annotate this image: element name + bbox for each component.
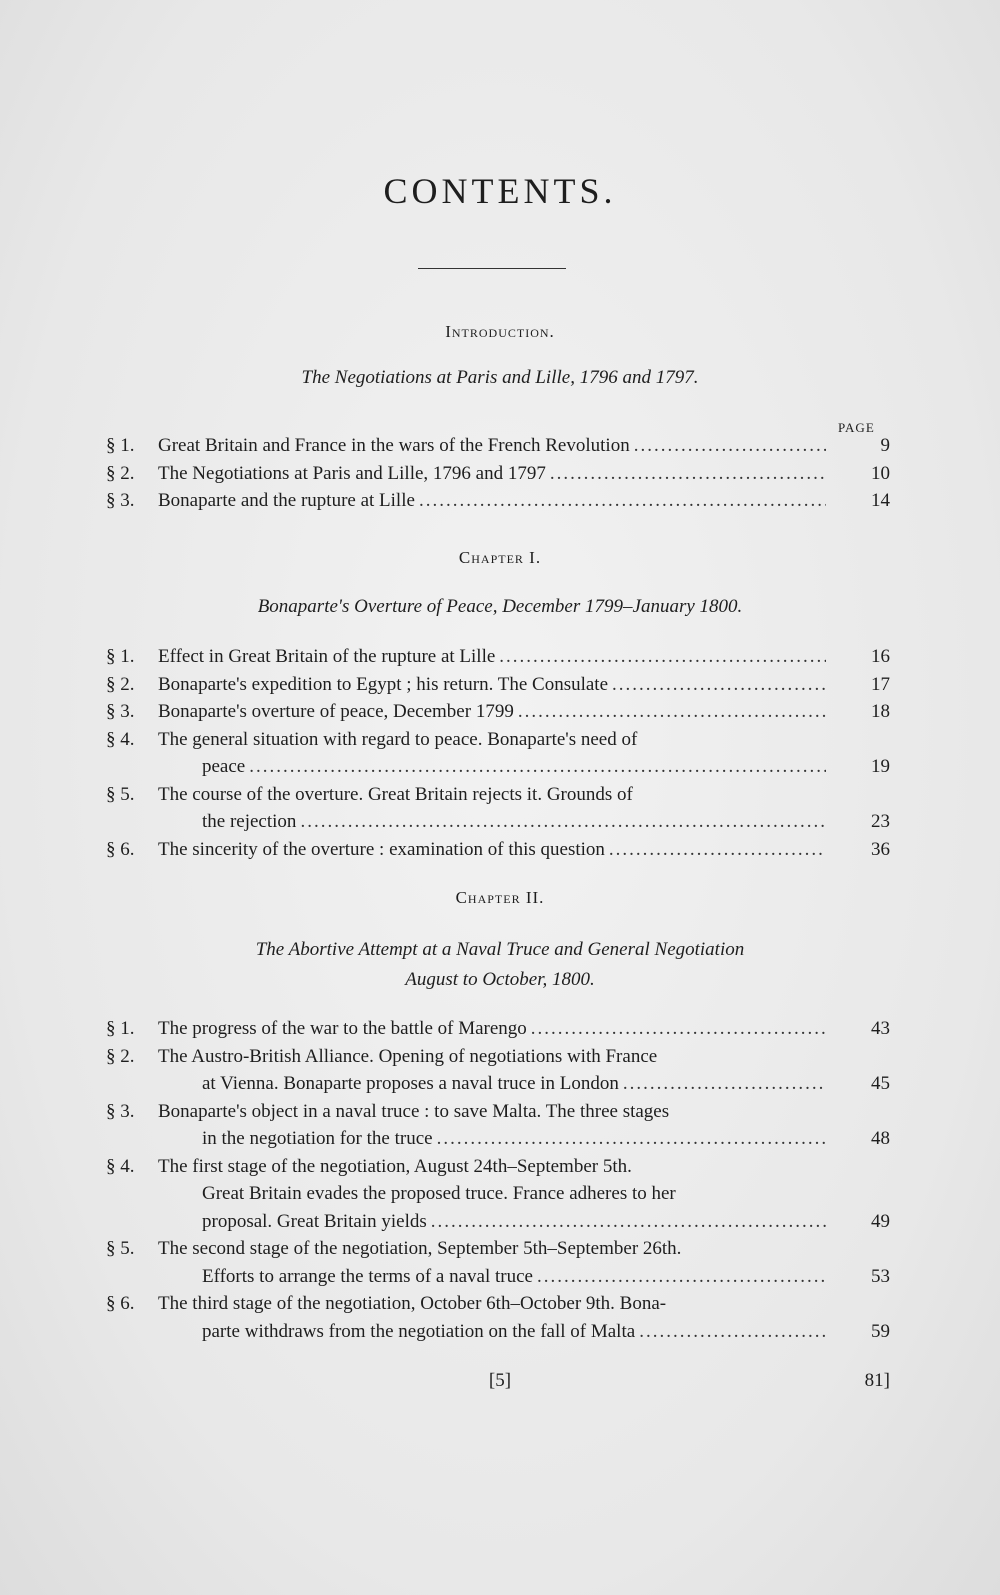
toc-entry bbox=[100, 671, 890, 699]
chapter2-subtitle-line2: August to October, 1800. bbox=[405, 969, 595, 990]
entry-text: The Negotiations at Paris and Lille, 1796 and 1797 bbox=[158, 462, 546, 484]
dot-leader bbox=[531, 1015, 826, 1043]
toc-entry bbox=[100, 432, 890, 460]
section-number: § 6. bbox=[106, 1293, 135, 1314]
toc-entry bbox=[100, 1290, 890, 1345]
entry-text: Great Britain and France in the wars of the French Revolution bbox=[158, 435, 630, 456]
entry-text: Bonaparte and the rupture at Lille bbox=[158, 490, 415, 511]
toc-entry bbox=[100, 726, 890, 781]
page-number: 43 bbox=[871, 1018, 890, 1039]
chapter2-heading: Chapter II. bbox=[455, 888, 545, 907]
entry-text: The Austro-British Alliance. Opening of negotiations with France bbox=[158, 1045, 658, 1067]
toc-entry bbox=[100, 487, 890, 515]
page-number: 17 bbox=[871, 673, 890, 695]
section-number: § 6. bbox=[106, 838, 135, 860]
page-number: 49 bbox=[871, 1210, 890, 1232]
dot-leader bbox=[639, 1318, 826, 1346]
page-number: 48 bbox=[871, 1128, 890, 1149]
dot-leader bbox=[431, 1208, 826, 1236]
page-number: 16 bbox=[871, 646, 890, 667]
entry-text: Bonaparte's expedition to Egypt ; his return. The Consulate bbox=[158, 673, 609, 695]
toc-entry bbox=[100, 1153, 890, 1236]
toc-entry bbox=[100, 460, 890, 488]
section-number: § 4. bbox=[106, 728, 135, 750]
section-number: § 2. bbox=[106, 673, 135, 695]
dot-leader bbox=[612, 671, 826, 699]
title-rule bbox=[418, 268, 566, 269]
dot-leader bbox=[623, 1070, 826, 1098]
entry-text: The second stage of the negotiation, September 5th–September 26th. bbox=[158, 1238, 682, 1259]
signature-mark: 81] bbox=[864, 1370, 890, 1391]
entry-text: Bonaparte's overture of peace, December 1799 bbox=[158, 701, 514, 722]
toc-entry bbox=[100, 1043, 890, 1098]
section-number: § 2. bbox=[106, 462, 135, 484]
dot-leader bbox=[437, 1125, 826, 1153]
entry-text: The general situation with regard to peace. Bonaparte's need of bbox=[158, 728, 638, 750]
page-number: 18 bbox=[871, 701, 890, 722]
page-number: 45 bbox=[871, 1073, 890, 1094]
toc-entry bbox=[100, 781, 890, 836]
entry-text: Effect in Great Britain of the rupture at Lille bbox=[158, 646, 496, 667]
entry-text: Efforts to arrange the terms of a naval truce bbox=[202, 1265, 533, 1287]
chapter2-entries bbox=[100, 1015, 890, 1345]
introduction-heading: Introduction. bbox=[445, 322, 555, 341]
entry-text: peace bbox=[202, 756, 246, 777]
chapter1-entries bbox=[100, 643, 890, 863]
dot-leader bbox=[249, 753, 826, 781]
entry-text: proposal. Great Britain yields bbox=[202, 1210, 427, 1232]
entry-text: The course of the overture. Great Britain rejects it. Grounds of bbox=[158, 783, 633, 805]
introduction-subtitle: The Negotiations at Paris and Lille, 1796 and 1797. bbox=[301, 367, 699, 388]
toc-entry bbox=[100, 1235, 890, 1290]
toc-entry bbox=[100, 643, 890, 671]
entry-text: The third stage of the negotiation, October 6th–October 9th. Bona- bbox=[158, 1293, 667, 1314]
toc-entry bbox=[100, 836, 890, 864]
page-number: 23 bbox=[871, 811, 890, 832]
page-number: 59 bbox=[871, 1320, 890, 1342]
page-number: 10 bbox=[871, 462, 890, 484]
section-number: § 1. bbox=[106, 646, 135, 667]
chapter1-subtitle: Bonaparte's Overture of Peace, December 1799–January 1800. bbox=[257, 596, 743, 617]
toc-entry bbox=[100, 1098, 890, 1153]
dot-leader bbox=[518, 698, 826, 726]
section-number: § 5. bbox=[106, 1238, 135, 1259]
dot-leader bbox=[537, 1263, 826, 1291]
introduction-entries bbox=[100, 432, 890, 515]
dot-leader bbox=[550, 460, 826, 488]
page-title: CONTENTS. bbox=[383, 171, 617, 211]
entry-text: Great Britain evades the proposed truce. France adheres to her bbox=[202, 1183, 676, 1204]
dot-leader bbox=[499, 643, 826, 671]
section-number: § 3. bbox=[106, 490, 135, 511]
entry-text: The first stage of the negotiation, August 24th–September 5th. bbox=[158, 1155, 632, 1177]
section-number: § 3. bbox=[106, 701, 135, 722]
page-number: 53 bbox=[871, 1265, 890, 1287]
page-number: 9 bbox=[880, 435, 890, 456]
page-column-label: PAGE bbox=[838, 420, 875, 435]
chapter2-subtitle-line1: The Abortive Attempt at a Naval Truce and General Negotiation bbox=[255, 939, 745, 960]
entry-text: parte withdraws from the negotiation on the fall of Malta bbox=[202, 1320, 636, 1342]
dot-leader bbox=[300, 808, 826, 836]
toc-entry bbox=[100, 1015, 890, 1043]
entry-text: in the negotiation for the truce bbox=[202, 1128, 433, 1149]
chapter1-heading: Chapter I. bbox=[458, 548, 542, 567]
page-number: 36 bbox=[871, 838, 890, 860]
section-number: § 1. bbox=[106, 1018, 135, 1039]
dot-leader bbox=[609, 836, 826, 864]
section-number: § 3. bbox=[106, 1100, 135, 1122]
dot-leader bbox=[419, 487, 826, 515]
section-number: § 5. bbox=[106, 783, 135, 805]
dot-leader bbox=[634, 432, 826, 460]
page-folio: [5] bbox=[488, 1370, 512, 1391]
entry-text: The progress of the war to the battle of Marengo bbox=[158, 1018, 527, 1039]
section-number: § 2. bbox=[106, 1045, 135, 1067]
entry-text: The sincerity of the overture : examination of this question bbox=[158, 838, 605, 860]
entry-text: Bonaparte's object in a naval truce : to save Malta. The three stages bbox=[158, 1100, 670, 1122]
section-number: § 1. bbox=[106, 435, 135, 456]
page-number: 19 bbox=[871, 756, 890, 777]
entry-text: at Vienna. Bonaparte proposes a naval truce in London bbox=[202, 1073, 619, 1094]
page-number: 14 bbox=[871, 490, 890, 511]
section-number: § 4. bbox=[106, 1155, 135, 1177]
entry-text: the rejection bbox=[202, 811, 297, 832]
toc-entry bbox=[100, 698, 890, 726]
